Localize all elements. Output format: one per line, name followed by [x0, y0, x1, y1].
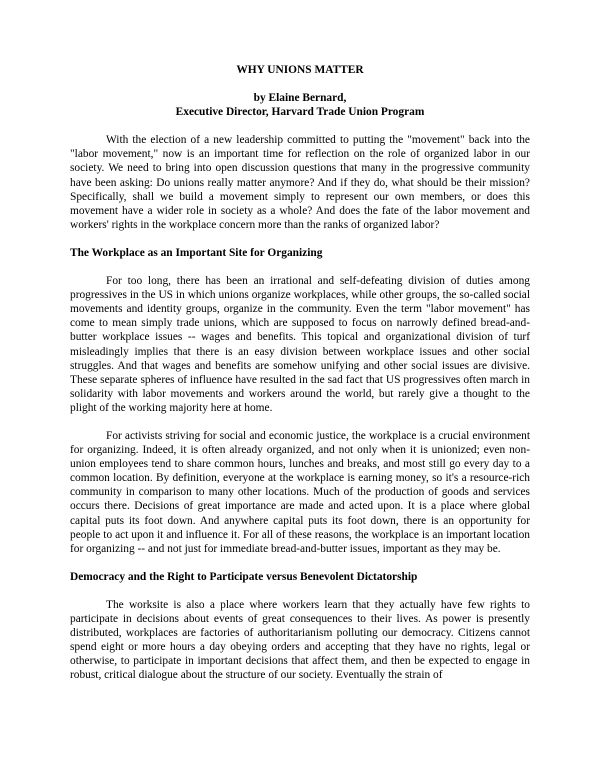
- paragraph-workplace-1: For too long, there has been an irrational and self-defeating division of duties among progressives in the US in which unions organize workplaces, while other groups, the so-called social movements and identity groups, organize in the community. Even the term "labor movement" has come to mean simply trade unions, which are supposed to focus on narrowly defined bread-and-butter workplace issues -- wages and benefits. This topical and organizational division of turf misleadingly implies that there is an easy division between workplace issues and other social struggles. And that wages and benefits are somehow unifying and other social issues are divisive. These separate spheres of influence have resulted in the sad fact that US progressives often march in solidarity with labor movements and workers around the world, but rarely give a thought to the plight of the working majority here at home.: [70, 275, 530, 414]
- paragraph-workplace-2: For activists striving for social and economic justice, the workplace is a crucial environment for organizing. Indeed, it is often already organized, and not only when it is unionized; even non-union employees tend to share common hours, lunches and breaks, and most still go every day to a common location. By definition, everyone at the workplace is earning money, so it's a resource-rich community in comparison to many other locations. Much of the production of goods and services occurs there. Decisions of great importance are made and acted upon. It is a place where global capital puts its foot down. And anywhere capital puts its foot down, there is an opportunity for people to act upon it and influence it. For all of these reasons, the workplace is an important location for organizing -- and not just for immediate bread-and-butter issues, important as they may be.: [70, 429, 530, 555]
- document-title: WHY UNIONS MATTER: [236, 64, 364, 76]
- section-heading-workplace-organizing: The Workplace as an Important Site for Organizing: [70, 246, 323, 259]
- author-byline: [70, 91, 530, 119]
- paragraph-democracy: The worksite is also a place where workers learn that they actually have few rights to participate in decisions about events of great consequences to their lives. As power is presently distributed, workplaces are factories of authoritarianism polluting our democracy. Citizens cannot spend eight or more hours a day obeying orders and accepting that they have no rights, legal or otherwise, to participate in important decisions that affect them, and then be expected to engage in robust, critical dialogue about the structure of our society. Eventually the strain of: [70, 598, 530, 682]
- byline-author-title: Executive Director, Harvard Trade Union Program: [175, 106, 425, 119]
- paragraph-introduction: With the election of a new leadership committed to putting the "movement" back into the "labor movement," now is an important time for reflection on the role of organized labor in our society. We need to bring into open discussion questions that many in the progressive community have been asking: Do unions really matter anymore? And if they do, what should be their mission? Specifically, shall we build a movement simply to represent our own members, or does this movement have a wider role in society as a whole? And does the fate of the labor movement and workers' rights in the workplace concern more than the ranks of organized labor?: [70, 134, 530, 231]
- section-heading-democracy-participation: Democracy and the Right to Participate versus Benevolent Dictatorship: [70, 570, 418, 583]
- byline-author: by Elaine Bernard,: [253, 92, 347, 105]
